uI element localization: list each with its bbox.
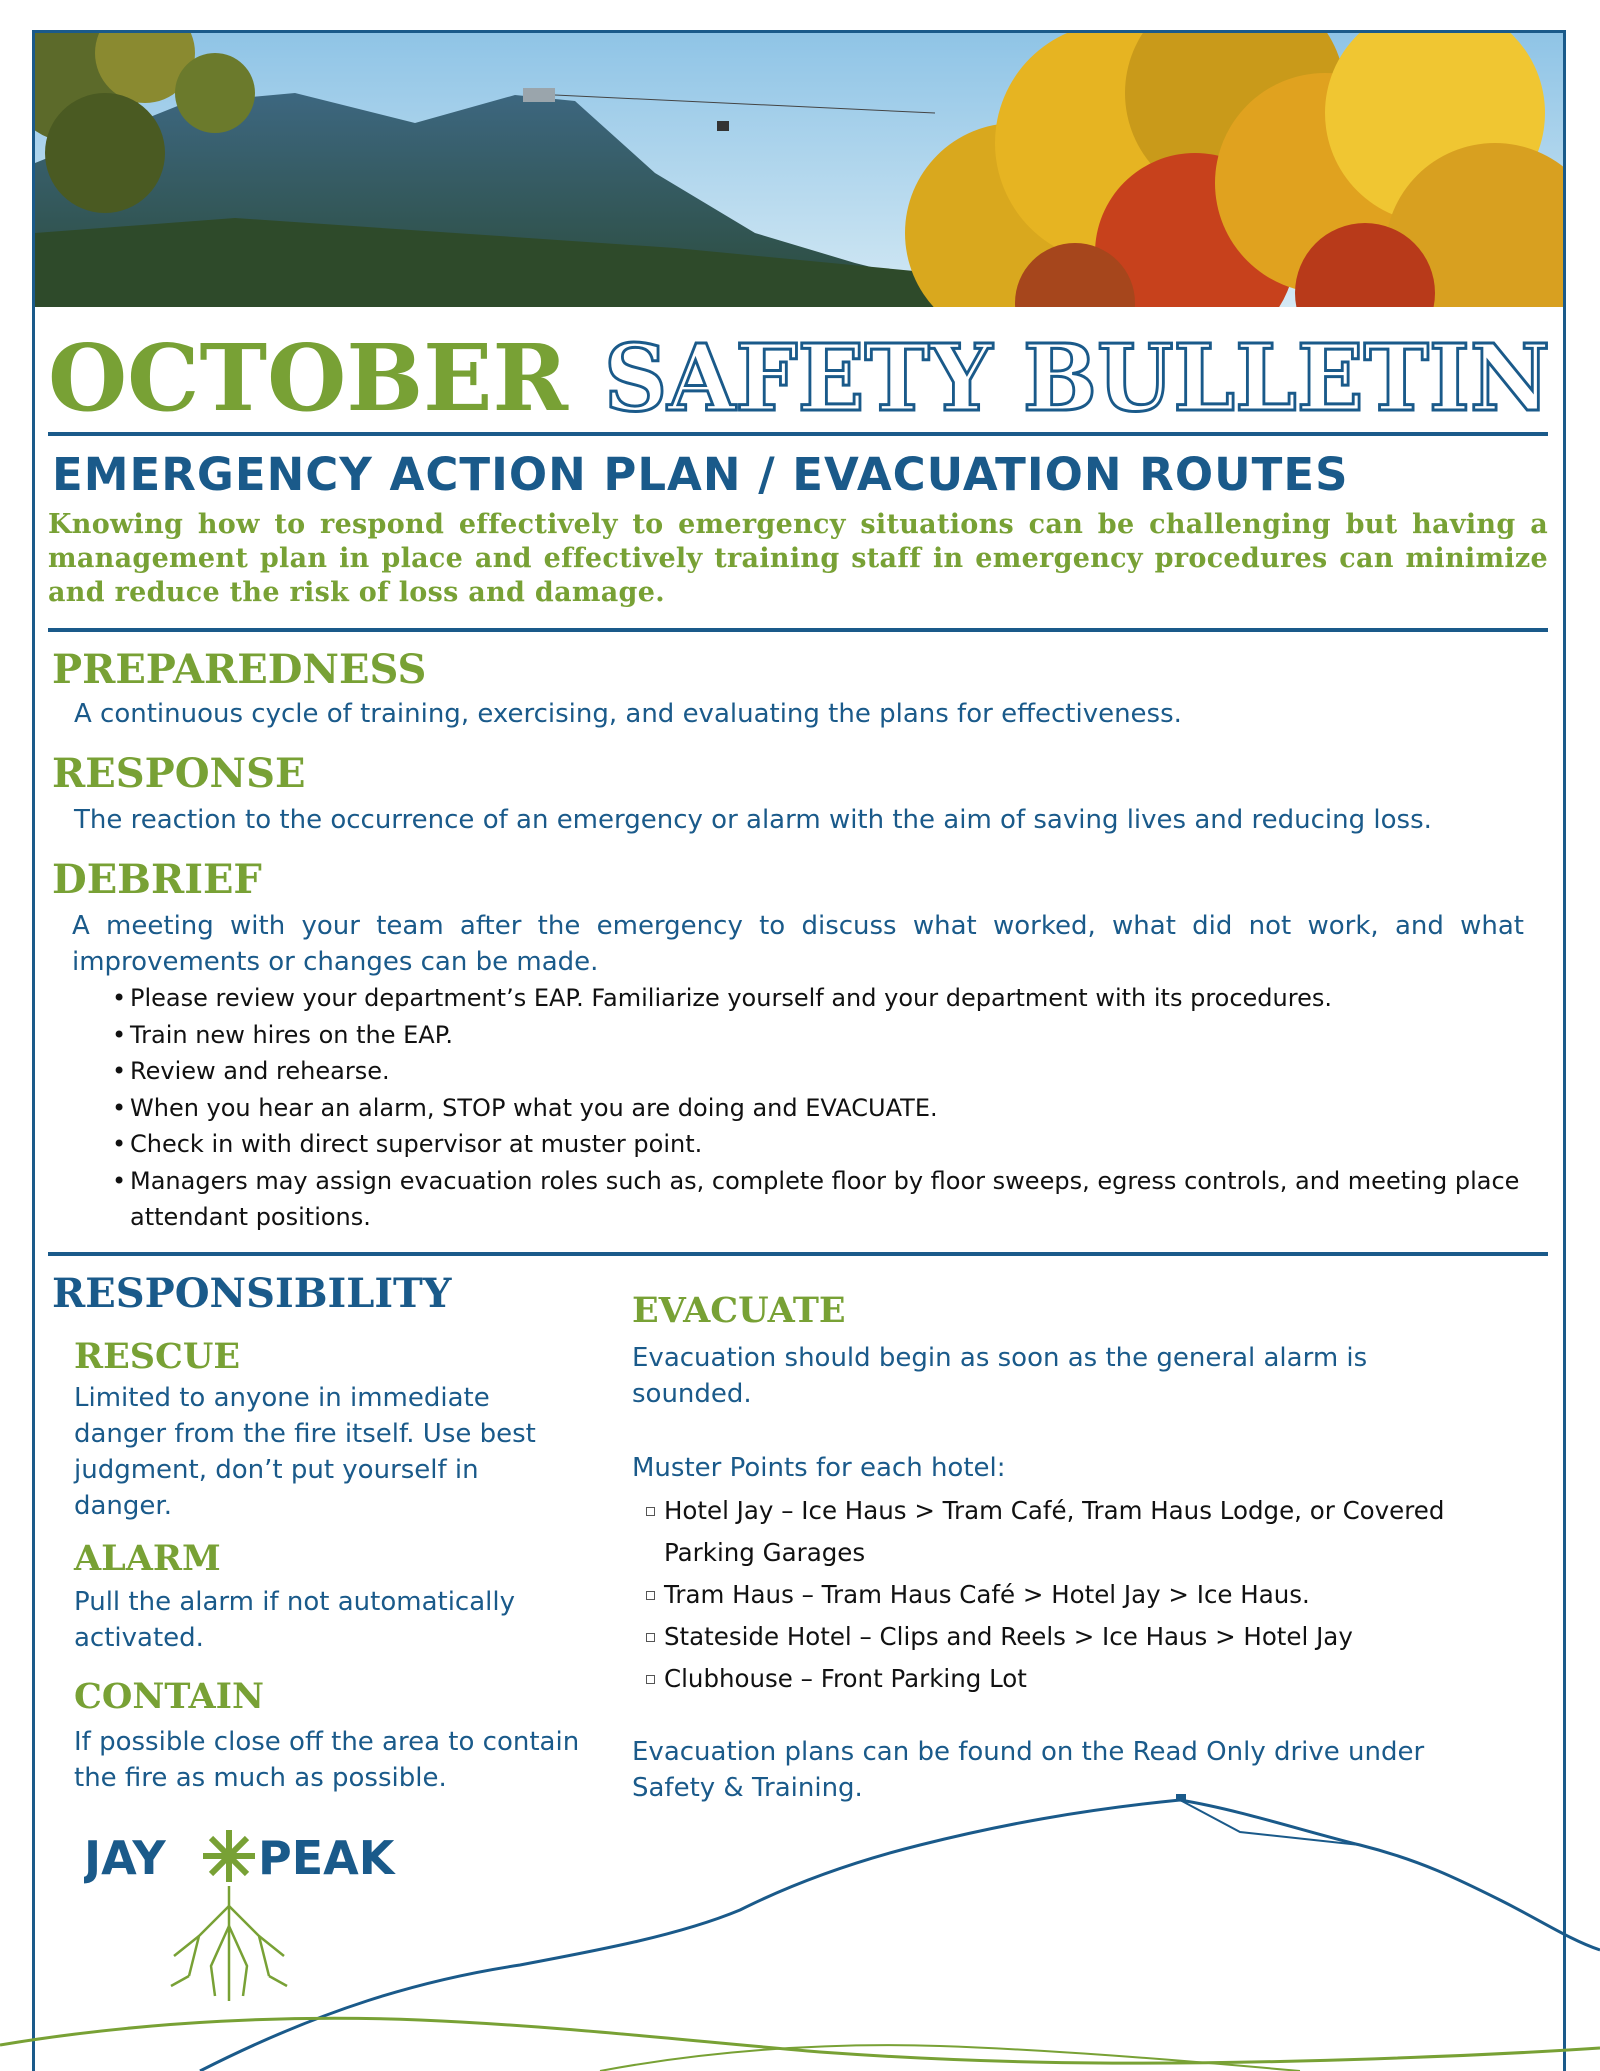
title-bulletin: SAFETY BULLETIN: [604, 324, 1550, 430]
alarm-heading: ALARM: [74, 1538, 221, 1579]
logo-peak-text: PEAK: [258, 1831, 395, 1885]
list-item: Tram Haus – Tram Haus Café > Hotel Jay > Ice Haus.: [646, 1574, 1526, 1616]
list-item: • Please review your department’s EAP. Familiarize yourself and your department with its procedures.: [112, 980, 1532, 1017]
evacuate-text: Evacuation should begin as soon as the general alarm is sounded.: [632, 1343, 1368, 1409]
list-item: • Train new hires on the EAP.: [112, 1017, 1532, 1054]
title-month: OCTOBER: [48, 324, 569, 430]
divider-lower: [48, 1252, 1548, 1256]
list-item: • Managers may assign evacuation roles such as, complete floor by floor sweeps, egress controls, and meeting place attendant positions.: [112, 1163, 1532, 1236]
headline: EMERGENCY ACTION PLAN / EVACUATION ROUTES: [52, 448, 1349, 501]
rescue-text: Limited to anyone in immediate danger from the fire itself. Use best judgment, don’t put yourself in danger.: [74, 1383, 536, 1521]
intro-paragraph: Knowing how to respond effectively to emergency situations can be challenging but having a management plan in place and effectively training staff in emergency procedures can minimize and reduce the risk of loss and damage.: [48, 509, 1548, 608]
tree-roots-icon: [171, 1886, 287, 2001]
list-item: Stateside Hotel – Clips and Reels > Ice Haus > Hotel Jay: [646, 1616, 1526, 1658]
response-heading: RESPONSE: [52, 750, 306, 797]
list-item: • When you hear an alarm, STOP what you are doing and EVACUATE.: [112, 1090, 1532, 1127]
snowflake-icon: [203, 1830, 255, 1882]
hero-photo: [35, 33, 1563, 307]
debrief-text: A meeting with your team after the emergency to discuss what worked, what did not work, and what improvements or changes can be made.: [72, 911, 1524, 977]
debrief-bullet-list: [112, 980, 1532, 1236]
list-item: Hotel Jay – Ice Haus > Tram Café, Tram Haus Lodge, or Covered Parking Garages: [646, 1490, 1526, 1574]
muster-point-list: [646, 1490, 1526, 1700]
divider-top: [48, 432, 1548, 436]
evacuation-plans-note: Evacuation plans can be found on the Read Only drive under Safety & Training.: [632, 1737, 1425, 1803]
response-text: The reaction to the occurrence of an emergency or alarm with the aim of saving lives and reducing loss.: [74, 805, 1432, 835]
evacuate-heading: EVACUATE: [632, 1290, 846, 1331]
debrief-heading: DEBRIEF: [52, 856, 262, 903]
jay-peak-logo: [84, 1826, 414, 2006]
alarm-text: Pull the alarm if not automatically activated.: [74, 1587, 515, 1653]
contain-text: If possible close off the area to contain the fire as much as possible.: [74, 1727, 580, 1793]
list-item: • Review and rehearse.: [112, 1053, 1532, 1090]
muster-label: Muster Points for each hotel:: [632, 1453, 1006, 1483]
rescue-heading: RESCUE: [74, 1336, 241, 1377]
list-item: Clubhouse – Front Parking Lot: [646, 1658, 1526, 1700]
bulletin-title: [48, 322, 1558, 430]
divider-intro: [48, 628, 1548, 632]
list-item: • Check in with direct supervisor at muster point.: [112, 1126, 1532, 1163]
contain-heading: CONTAIN: [74, 1676, 264, 1717]
logo-jay-text: JAY: [84, 1831, 166, 1885]
preparedness-heading: PREPAREDNESS: [52, 646, 427, 693]
preparedness-text: A continuous cycle of training, exercising, and evaluating the plans for effectiveness.: [74, 699, 1182, 729]
responsibility-heading: RESPONSIBILITY: [52, 1270, 452, 1317]
